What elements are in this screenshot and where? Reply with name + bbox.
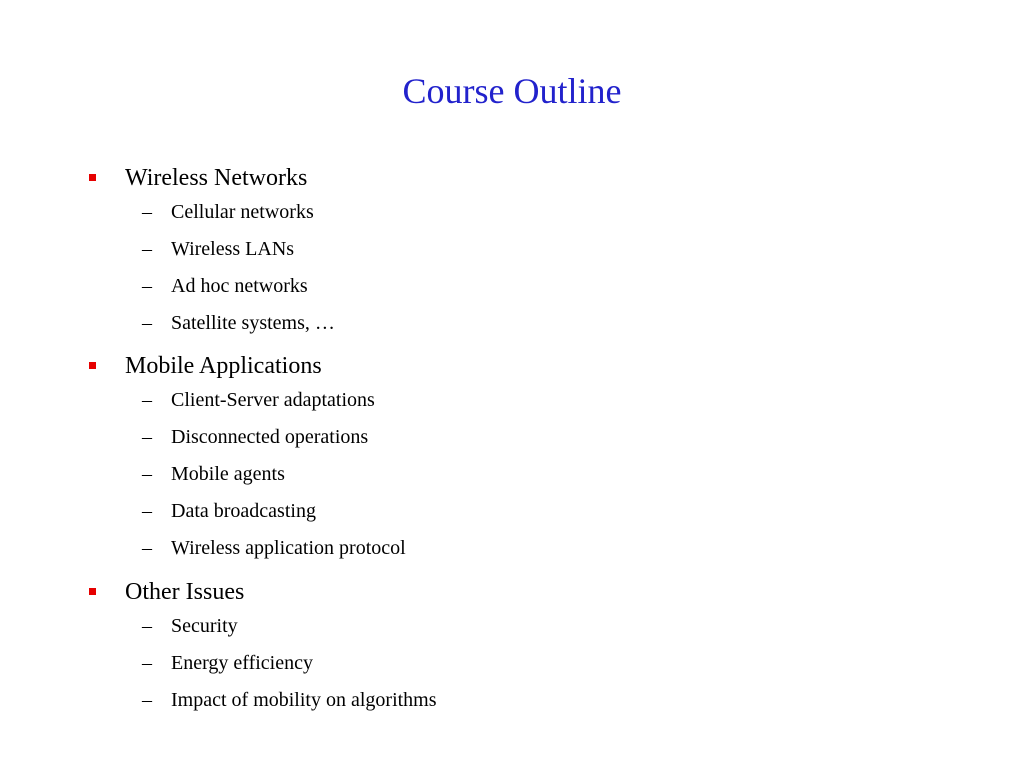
subitem bbox=[0, 236, 1024, 273]
dash-bullet-icon: – bbox=[142, 500, 152, 522]
subitem-label: Satellite systems, … bbox=[171, 312, 335, 334]
subitem bbox=[0, 424, 1024, 461]
subitem bbox=[0, 498, 1024, 535]
subitem-label: Mobile agents bbox=[171, 463, 285, 485]
dash-bullet-icon: – bbox=[142, 389, 152, 411]
subitem bbox=[0, 687, 1024, 724]
dash-bullet-icon: – bbox=[142, 537, 152, 559]
dash-bullet-icon: – bbox=[142, 238, 152, 260]
subitem bbox=[0, 387, 1024, 424]
dash-bullet-icon: – bbox=[142, 689, 152, 711]
subitem bbox=[0, 310, 1024, 347]
square-bullet-icon bbox=[89, 174, 96, 181]
dash-bullet-icon: – bbox=[142, 652, 152, 674]
subitem-label: Wireless LANs bbox=[171, 238, 295, 260]
subitem-label: Ad hoc networks bbox=[171, 275, 308, 297]
square-bullet-icon bbox=[89, 588, 96, 595]
dash-bullet-icon: – bbox=[142, 615, 152, 637]
subitem-label: Wireless application protocol bbox=[171, 537, 406, 559]
topic-item bbox=[0, 351, 1024, 387]
subitem bbox=[0, 535, 1024, 572]
topic-label: Other Issues bbox=[125, 579, 245, 605]
subitem-label: Disconnected operations bbox=[171, 426, 369, 448]
dash-bullet-icon: – bbox=[142, 426, 152, 448]
dash-bullet-icon: – bbox=[142, 312, 152, 334]
subitem bbox=[0, 461, 1024, 498]
topic-item bbox=[0, 163, 1024, 199]
subitem-label: Client-Server adaptations bbox=[171, 389, 375, 411]
square-bullet-icon bbox=[89, 362, 96, 369]
outline-section-wireless-networks bbox=[0, 163, 1024, 347]
dash-bullet-icon: – bbox=[142, 275, 152, 297]
topic-label: Wireless Networks bbox=[125, 165, 308, 191]
subitem bbox=[0, 613, 1024, 650]
subitem-label: Cellular networks bbox=[171, 201, 314, 223]
subitem-label: Energy efficiency bbox=[171, 652, 313, 674]
dash-bullet-icon: – bbox=[142, 201, 152, 223]
slide-title: Course Outline bbox=[402, 71, 622, 111]
subitem bbox=[0, 199, 1024, 236]
outline-section-other-issues bbox=[0, 577, 1024, 724]
subitem bbox=[0, 650, 1024, 687]
dash-bullet-icon: – bbox=[142, 463, 152, 485]
subitem bbox=[0, 273, 1024, 310]
subitem-label: Impact of mobility on algorithms bbox=[171, 689, 437, 711]
topic-item bbox=[0, 577, 1024, 613]
subitem-label: Data broadcasting bbox=[171, 500, 316, 522]
subitem-label: Security bbox=[171, 615, 238, 637]
topic-label: Mobile Applications bbox=[125, 353, 322, 379]
outline-section-mobile-applications bbox=[0, 351, 1024, 572]
